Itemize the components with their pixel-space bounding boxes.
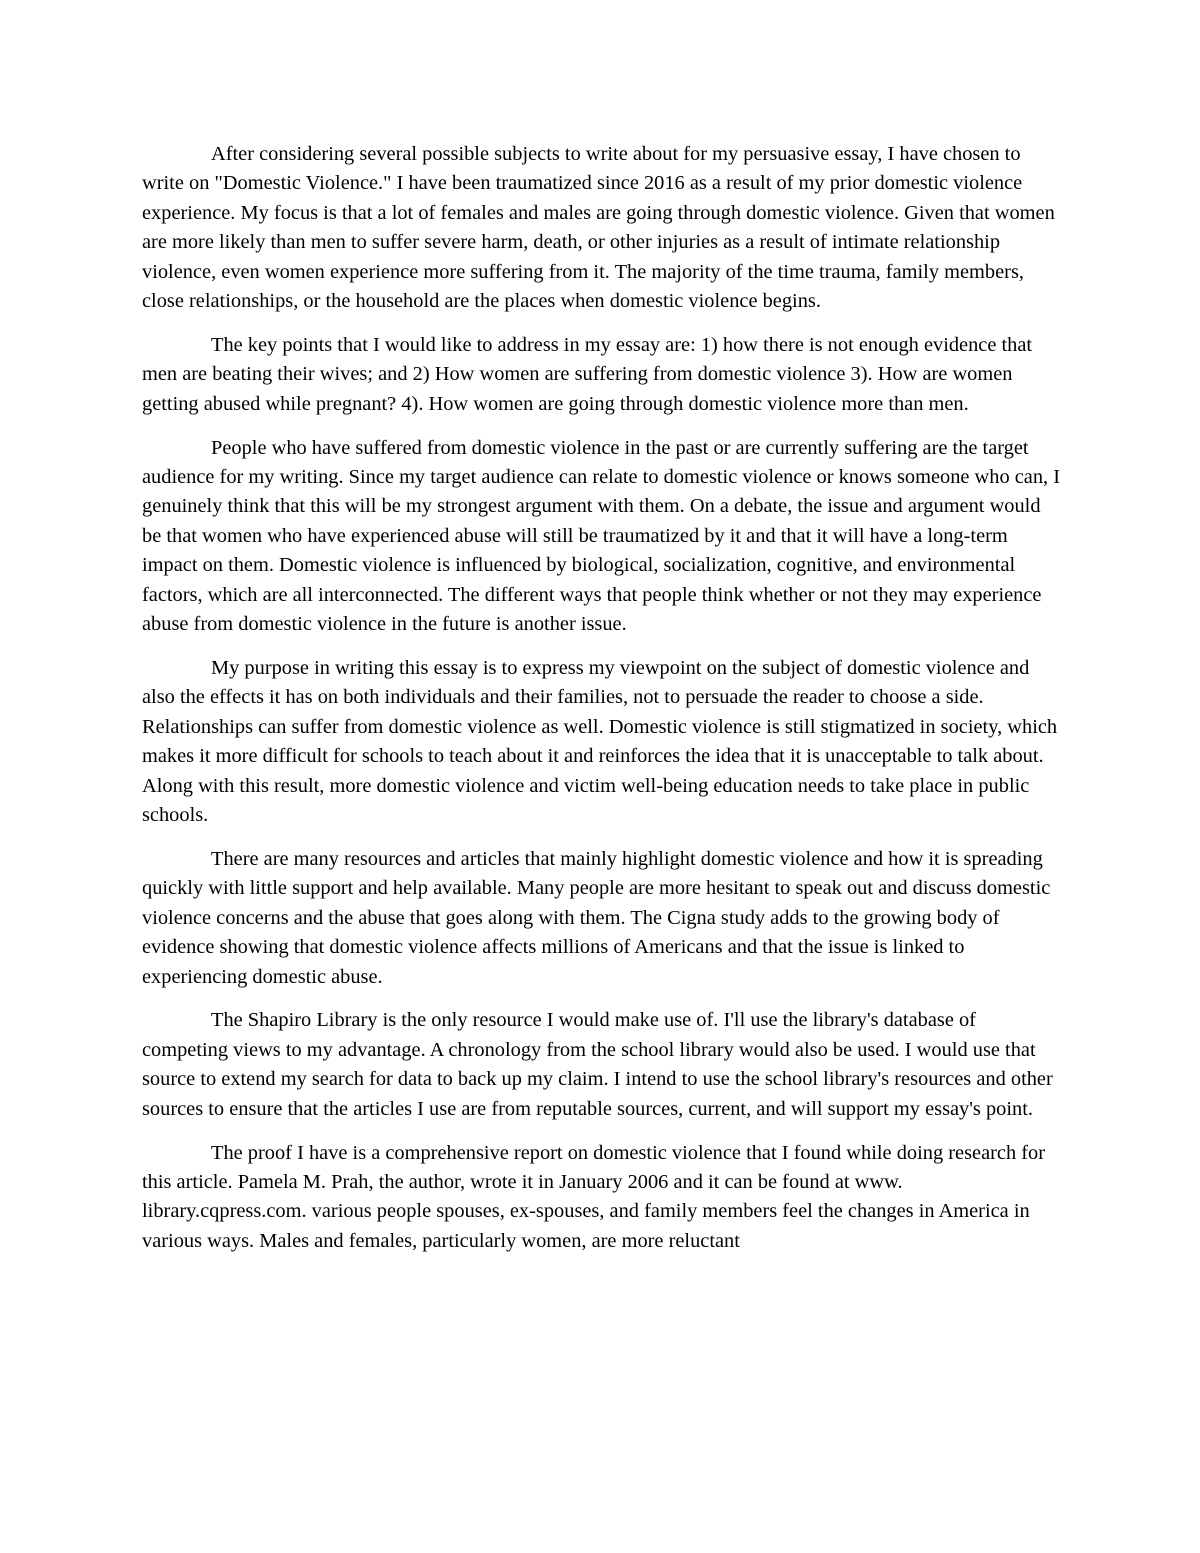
paragraph-resources: There are many resources and articles that mainly highlight domestic violence and how it is spreading quickly with little support and help available. Many people are more hesitant to speak out and discuss domestic violence concerns and the abuse that goes along with them. The Cigna study adds to the growing body of evidence showing that domestic violence affects millions of Americans and that the issue is linked to experiencing domestic abuse.: [142, 847, 1051, 988]
paragraph-target-audience: People who have suffered from domestic violence in the past or are currently suffering are the target audience for my writing. Since my target audience can relate to domestic violence or knows someone who can, I genuinely think that this will be my strongest argument with them. On a debate, the issue and argument would be that women who have experienced abuse will still be traumatized by it and that it will have a long-term impact on them. Domestic violence is influenced by biological, socialization, cognitive, and environmental factors, which are all interconnected. The different ways that people think whether or not they may experience abuse from domestic violence in the future is another issue.: [142, 436, 1061, 636]
paragraph-library-sources: The Shapiro Library is the only resource I would make use of. I'll use the library's database of competing views to my advantage. A chronology from the school library would also be used. I would use that source to extend my search for data to back up my claim. I intend to use the school library's resources and other sources to ensure that the articles I use are from reputable sources, current, and will support my essay's point.: [142, 1009, 1053, 1120]
paragraph-purpose: My purpose in writing this essay is to express my viewpoint on the subject of domestic violence and also the effects it has on both individuals and their families, not to persuade the reader to choose a side. Relationships can suffer from domestic violence as well. Domestic violence is still stigmatized in society, which makes it more difficult for schools to teach about it and reinforces the idea that it is unacceptable to talk about. Along with this result, more domestic violence and victim well-being education needs to take place in public schools.: [142, 657, 1058, 827]
paragraph-key-points: The key points that I would like to address in my essay are: 1) how there is not enough evidence that men are beating their wives; and 2) How women are suffering from domestic violence 3). How are women getting abused while pregnant? 4). How women are going through domestic violence more than men.: [142, 333, 1033, 415]
paragraph-proof: The proof I have is a comprehensive report on domestic violence that I found while doing research for this article. Pamela M. Prah, the author, wrote it in January 2006 and it can be found at www. library.cqpress.com. various people spouses, ex-spouses, and family members feel the changes in America in various ways. Males and females, particularly women, are more reluctant: [142, 1141, 1046, 1252]
paragraph-topic-introduction: After considering several possible subjects to write about for my persuasive essay, I have chosen to write on "Domestic Violence." I have been traumatized since 2016 as a result of my prior domestic violence experience. My focus is that a lot of females and males are going through domestic violence. Given that women are more likely than men to suffer severe harm, death, or other injuries as a result of intimate relationship violence, even women experience more suffering from it. The majority of the time trauma, family members, close relationships, or the household are the places when domestic violence begins.: [142, 143, 1055, 313]
